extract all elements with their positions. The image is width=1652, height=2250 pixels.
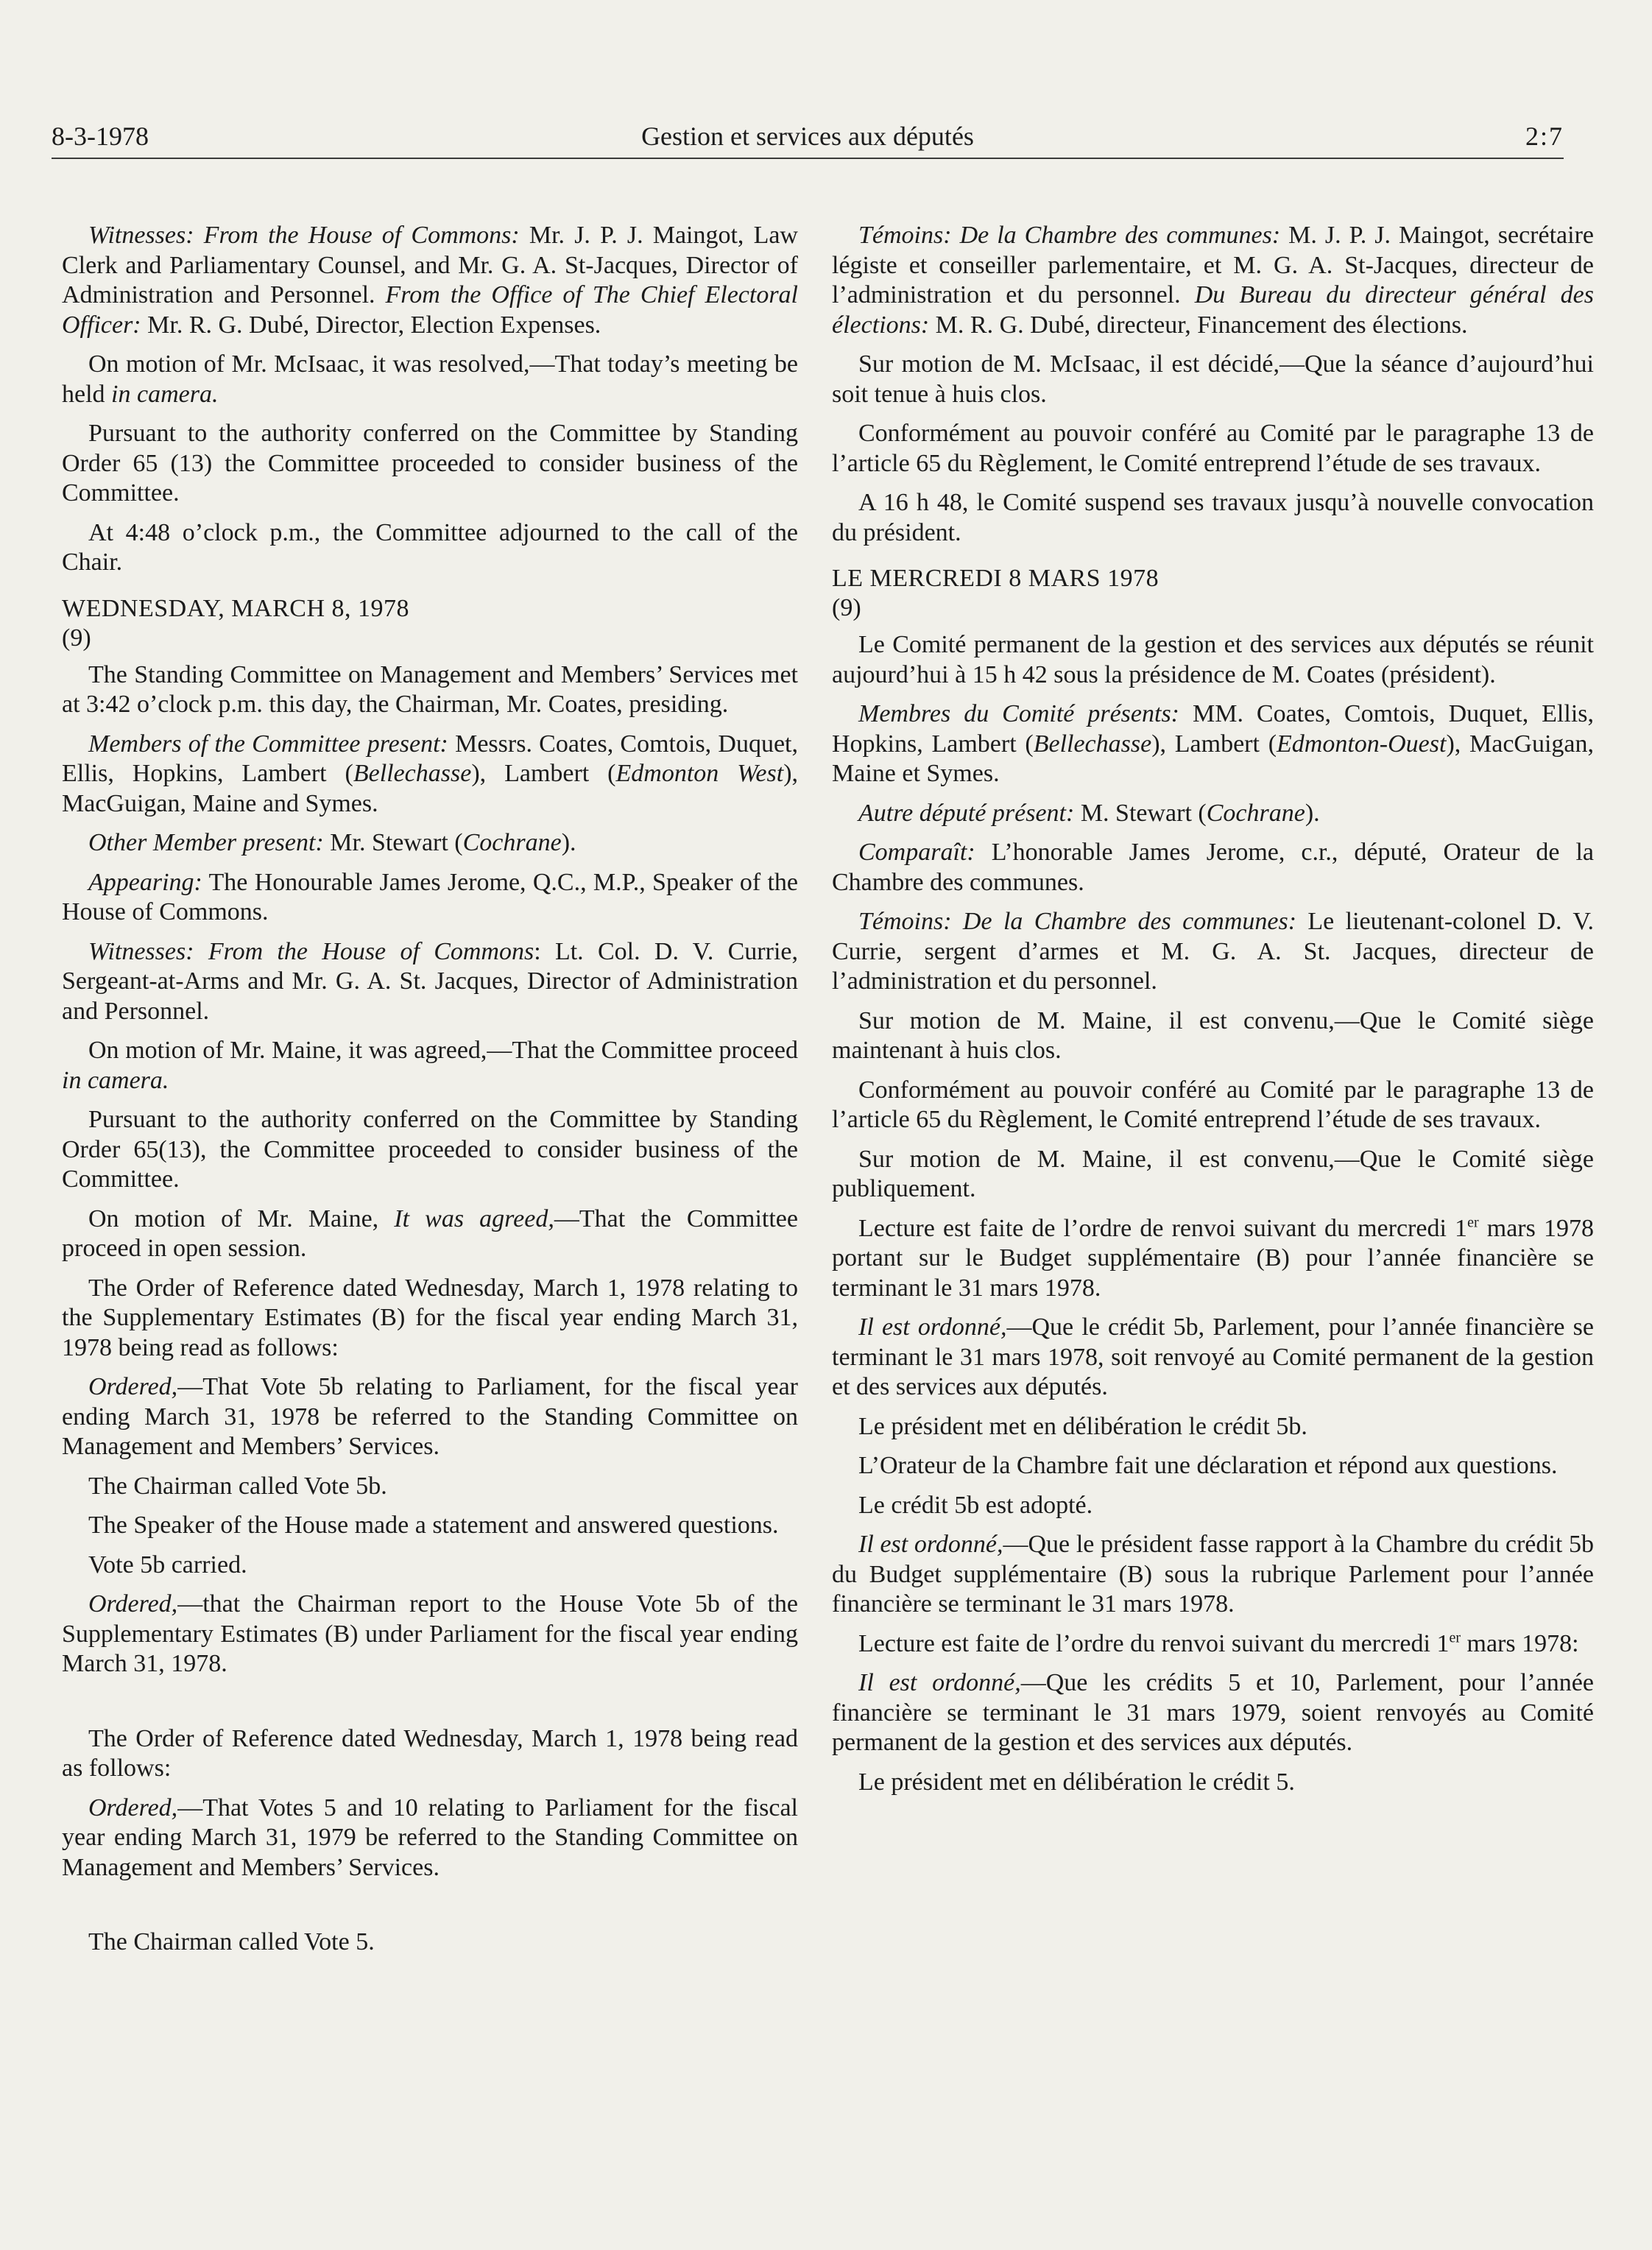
agreed-text: It was agreed, xyxy=(394,1205,554,1232)
members-text: Messrs. Coates, Comtois, Duquet, Ellis, Hopkins, Lambert ( xyxy=(62,730,798,787)
header-title: Gestion et services aux députés xyxy=(641,121,974,151)
ordered-label: Ordered, xyxy=(88,1373,178,1400)
lecture-2-text: Lecture est faite de l’ordre du renvoi suivant du mercredi 1 xyxy=(858,1629,1450,1657)
motion-huis-clos-2: Sur motion de M. Maine, il est convenu,—Que le Comité siège maintenant à huis clos. xyxy=(832,1006,1594,1064)
motion-text: On motion of Mr. McIsaac, it was resolved,—That today’s meeting be held xyxy=(62,350,798,408)
other-member-paragraph xyxy=(62,828,798,858)
meeting-date-heading: WEDNESDAY, MARCH 8, 1978 xyxy=(62,594,409,622)
membres-presents-paragraph xyxy=(832,699,1594,789)
lecture-2-text-2: mars 1978: xyxy=(1461,1629,1579,1657)
reglement-2-paragraph: Conformément au pouvoir conféré au Comité par le paragraphe 13 de l’article 65 du Règlement, le Comité entreprend l’étude de ses travaux. xyxy=(832,1076,1594,1133)
header-date: 8-3-1978 xyxy=(52,121,149,151)
lecture-ordre-2 xyxy=(832,1629,1594,1660)
ordered-text: —That Vote 5b relating to Parliament, for the fiscal year ending March 31, 1978 be referred to the Standing Committee on Management and Members’ Services. xyxy=(62,1373,798,1460)
bureau-label: Du Bureau du directeur général des élections: xyxy=(832,281,1594,339)
meeting-opening-paragraph: The Standing Committee on Management and Members’ Services met at 3:42 o’clock p.m. this day, the Chairman, Mr. Coates, presiding. xyxy=(62,660,798,718)
motion-camera-2-paragraph xyxy=(62,1036,798,1096)
orateur-declaration: L’Orateur de la Chambre fait une déclaration et répond aux questions. xyxy=(858,1452,1558,1479)
seance-number: (9) xyxy=(832,594,861,621)
ordonne-label-3: Il est ordonné, xyxy=(858,1669,1021,1696)
seance-ouverture-paragraph: Le Comité permanent de la gestion et des services aux députés se réunit aujourd’hui à 15 h 42 sous la présidence de M. Coates (président). xyxy=(832,631,1594,688)
header-page-number: 2:7 xyxy=(1525,121,1564,151)
riding-bellechasse: Bellechasse xyxy=(353,760,472,787)
circonscription-edmonton-ouest: Edmonton-Ouest xyxy=(1277,730,1447,758)
temoins-text: M. J. P. J. Maingot, secrétaire légiste et conseiller parlementaire, et M. G. A. St-Jacques, directeur de l’administration et du personnel. xyxy=(832,222,1594,308)
lecture-text-2: mars 1978 portant sur le Budget supplémentaire (B) pour l’année financière se terminant le 31 mars 1978. xyxy=(832,1214,1595,1302)
lecture-text: Lecture est faite de l’ordre de renvoi suivant du mercredi 1 xyxy=(858,1214,1468,1242)
witnesses-text: Mr. J. P. J. Maingot, Law Clerk and Parliamentary Counsel, and Mr. G. A. St-Jacques, Director of Administration and Personnel. xyxy=(62,222,798,308)
members-text-2: ), Lambert ( xyxy=(471,760,616,787)
bureau-text: M. R. G. Dubé, directeur, Financement des élections. xyxy=(929,311,1468,339)
comparait-paragraph xyxy=(832,838,1594,897)
circonscription-cochrane: Cochrane xyxy=(1206,799,1305,827)
ordonne-rapport xyxy=(832,1530,1594,1620)
temoins-2-label: Témoins: De la Chambre des communes: xyxy=(858,908,1297,935)
riding-cochrane: Cochrane xyxy=(462,829,562,856)
members-label: Members of the Committee present: xyxy=(88,730,448,758)
temoins-paragraph xyxy=(832,221,1594,340)
comparait-label: Comparaît: xyxy=(858,839,975,866)
temoins-label: Témoins: De la Chambre des communes: xyxy=(858,222,1281,249)
motion-huis-clos-paragraph: Sur motion de M. McIsaac, il est décidé,—Que la séance d’aujourd’hui soit tenue à huis clos. xyxy=(832,350,1594,408)
order-reference-paragraph: The Order of Reference dated Wednesday, March 1, 1978 relating to the Supplementary Estimates (B) for the fiscal year ending March 31, 1978 being read as follows: xyxy=(62,1274,798,1361)
french-column xyxy=(832,221,1594,1807)
motion-in-camera-paragraph xyxy=(62,350,798,409)
electoral-office-label: From the Office of The Chief Electoral Officer: xyxy=(62,281,798,339)
page-header xyxy=(52,110,1564,159)
ordered-report-text: —that the Chairman report to the House Vote 5b of the Supplementary Estimates (B) under Parliament for the fiscal year ending March 31, 1978. xyxy=(62,1590,798,1677)
ordonne-label: Il est ordonné, xyxy=(858,1313,1007,1341)
temoins-2-text: Le lieutenant-colonel D. V. Currie, sergent d’armes et M. G. A. St. Jacques, directeur de l’administration et du personnel. xyxy=(832,908,1594,995)
in-camera-2-text: in camera. xyxy=(62,1066,169,1094)
ordonne-credit-5b xyxy=(832,1313,1594,1403)
ordered-votes-5-10-paragraph xyxy=(62,1794,798,1883)
ordonne-rapport-text: —Que le président fasse rapport à la Chambre du crédit 5b du Budget supplémentaire (B) sous la rubrique Parlement pour l’année financière se terminant le 31 mars 1978. xyxy=(832,1531,1594,1618)
chairman-called-5: The Chairman called Vote 5. xyxy=(88,1928,375,1955)
standing-order-paragraph: Pursuant to the authority conferred on the Committee by Standing Order 65 (13) the Committee proceeded to consider business of the Committee. xyxy=(62,420,798,507)
in-camera-text: in camera. xyxy=(111,380,219,408)
appearing-paragraph xyxy=(62,868,798,928)
autre-depute-close: ). xyxy=(1305,799,1320,827)
witnesses-label: Witnesses: From the House of Commons: xyxy=(88,222,520,249)
credit-adopte: Le crédit 5b est adopté. xyxy=(858,1491,1093,1519)
ordered-label-2: Ordered, xyxy=(88,1590,178,1618)
membres-text: MM. Coates, Comtois, Duquet, Ellis, Hopkins, Lambert ( xyxy=(832,700,1594,758)
autre-depute-paragraph xyxy=(832,799,1594,829)
vote-carried: Vote 5b carried. xyxy=(88,1551,247,1579)
reglement-paragraph: Conformément au pouvoir conféré au Comité par le paragraphe 13 de l’article 65 du Règlement, le Comité entreprend l’étude de ses travaux. xyxy=(832,420,1594,477)
suspension-paragraph: A 16 h 48, le Comité suspend ses travaux jusqu’à nouvelle convocation du président. xyxy=(832,489,1594,546)
order-reference-2-paragraph: The Order of Reference dated Wednesday, March 1, 1978 being read as follows: xyxy=(62,1724,798,1782)
riding-edmonton-west: Edmonton West xyxy=(615,760,784,787)
ordonne-label-2: Il est ordonné, xyxy=(858,1531,1003,1558)
autre-depute-text: M. Stewart ( xyxy=(1074,799,1207,827)
members-present-paragraph xyxy=(62,730,798,819)
witnesses-2-paragraph xyxy=(62,937,798,1027)
witnesses-2-text: : Lt. Col. D. V. Currie, Sergeant-at-Arms and Mr. G. A. St. Jacques, Director of Administration and Personnel. xyxy=(62,937,798,1025)
lecture-2-sup: er xyxy=(1449,1629,1461,1646)
witnesses-2-label: Witnesses: From the House of Commons xyxy=(88,937,534,965)
open-session-text: On motion of Mr. Maine, xyxy=(88,1205,395,1232)
open-session-paragraph xyxy=(62,1205,798,1264)
ordered-vote-5b-paragraph xyxy=(62,1372,798,1462)
ordonne-credits-5-10 xyxy=(832,1668,1594,1758)
other-member-text: Mr. Stewart ( xyxy=(323,829,463,856)
membres-text-2: ), Lambert ( xyxy=(1151,730,1277,758)
other-member-label: Other Member present: xyxy=(88,829,324,856)
siege-publiquement-paragraph: Sur motion de M. Maine, il est convenu,—Que le Comité siège publiquement. xyxy=(832,1145,1594,1202)
autre-depute-label: Autre député présent: xyxy=(858,799,1075,827)
appearing-label: Appearing: xyxy=(88,868,202,896)
chairman-called-5b: The Chairman called Vote 5b. xyxy=(88,1472,387,1500)
seance-date-heading: LE MERCREDI 8 MARS 1978 xyxy=(832,565,1159,592)
comparait-text: L’honorable James Jerome, c.r., député, Orateur de la Chambre des communes. xyxy=(832,839,1594,896)
deliberation-5: Le président met en délibération le crédit 5. xyxy=(858,1768,1295,1796)
deliberation-5b: Le président met en délibération le crédit 5b. xyxy=(858,1412,1307,1440)
lecture-ordre-paragraph xyxy=(832,1214,1594,1304)
members-text-3: ), MacGuigan, Maine and Symes. xyxy=(62,760,799,817)
witnesses-paragraph xyxy=(62,221,798,340)
english-column xyxy=(62,221,798,1967)
meeting-number: (9) xyxy=(62,624,91,652)
temoins-2-paragraph xyxy=(832,907,1594,997)
open-session-text-2: —That the Committee proceed in open session. xyxy=(62,1205,798,1262)
other-member-close: ). xyxy=(561,829,576,856)
ordered-report-paragraph xyxy=(62,1590,798,1679)
motion-2-text: On motion of Mr. Maine, it was agreed,—That the Committee proceed xyxy=(88,1037,798,1064)
ordonne-credits-text: —Que les crédits 5 et 10, Parlement, pour l’année financière se terminant le 31 mars 1979, soient renvoyés au Comité permanent de la gestion et des services aux députés. xyxy=(832,1669,1594,1756)
adjournment-paragraph: At 4:48 o’clock p.m., the Committee adjourned to the call of the Chair. xyxy=(62,518,798,576)
membres-label: Membres du Comité présents: xyxy=(858,700,1180,727)
speaker-statement: The Speaker of the House made a statement and answered questions. xyxy=(88,1512,779,1539)
appearing-text: The Honourable James Jerome, Q.C., M.P., Speaker of the House of Commons. xyxy=(62,868,798,925)
ordered-label-3: Ordered, xyxy=(88,1794,178,1821)
lecture-sup: er xyxy=(1467,1214,1479,1231)
electoral-office-text: Mr. R. G. Dubé, Director, Election Expenses. xyxy=(141,311,601,339)
standing-order-2-paragraph: Pursuant to the authority conferred on the Committee by Standing Order 65(13), the Committee proceeded to consider business of the Committee. xyxy=(62,1106,798,1193)
membres-text-3: ), MacGuigan, Maine et Symes. xyxy=(832,730,1595,787)
circonscription-bellechasse: Bellechasse xyxy=(1033,730,1152,758)
ordonne-text: —Que le crédit 5b, Parlement, pour l’année financière se terminant le 31 mars 1978, soit renvoyé au Comité permanent de la gestion et des services aux députés. xyxy=(832,1313,1594,1400)
ordered-votes-text: —That Votes 5 and 10 relating to Parliament for the fiscal year ending March 31, 1979 be referred to the Standing Committee on Management and Members’ Services. xyxy=(62,1794,798,1881)
